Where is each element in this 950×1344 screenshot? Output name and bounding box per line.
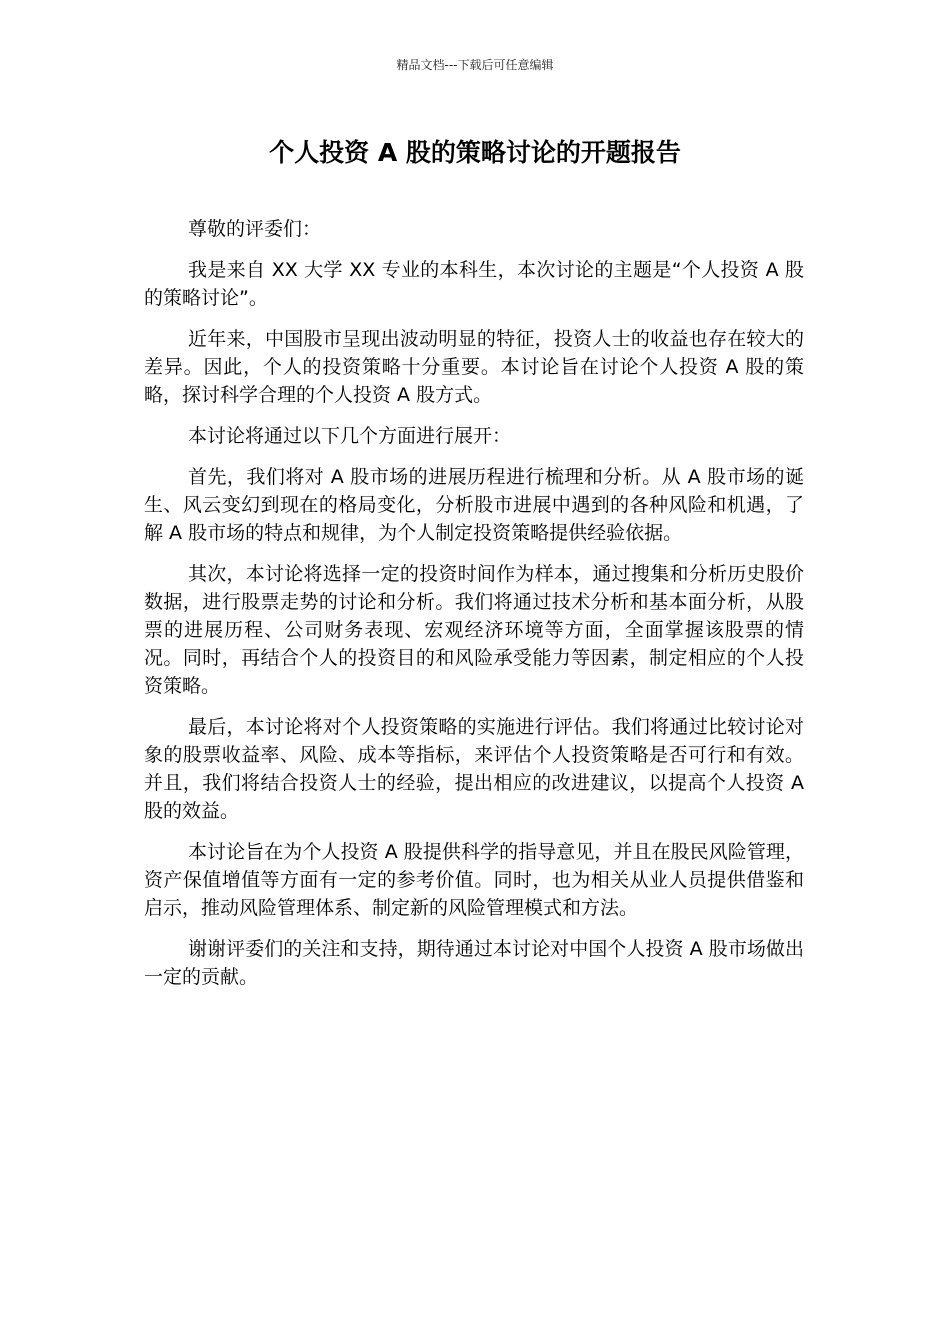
salutation-paragraph: 尊敬的评委们： xyxy=(188,218,322,240)
closing-paragraph: 谢谢评委们的关注和支持，期待通过本讨论对中国个人投资 A 股市场做出一定的贡献。 xyxy=(144,938,804,988)
background-paragraph: 近年来，中国股市呈现出波动明显的特征，投资人士的收益也存在较大的差异。因此，个人的投资策略十分重要。本讨论旨在讨论个人投资 A 股的策略，探讨科学合理的个人投资 A 股方式。 xyxy=(144,328,804,406)
intro-paragraph: 我是来自 XX 大学 XX 专业的本科生，本次讨论的主题是“个人投资 A 股的策略讨论”。 xyxy=(144,259,804,309)
document-body xyxy=(144,215,804,1004)
outline-paragraph: 本讨论将通过以下几个方面进行展开： xyxy=(188,425,512,447)
document-title: 个人投资 A 股的策略讨论的开题报告 xyxy=(269,138,681,167)
header-note: 精品文档---下载后可任意编辑 xyxy=(396,58,554,72)
second-point-paragraph: 其次，本讨论将选择一定的投资时间作为样本，通过搜集和分析历史股价数据，进行股票走势的讨论和分析。我们将通过技术分析和基本面分析，从股票的进展历程、公司财务表现、宏观经济环境等方面，全面掌握该股票的情况。同时，再结合个人的投资目的和风险承受能力等因素，制定相应的个人投资策略。 xyxy=(144,563,804,697)
third-point-paragraph: 最后，本讨论将对个人投资策略的实施进行评估。我们将通过比较讨论对象的股票收益率、风险、成本等指标，来评估个人投资策略是否可行和有效。并且，我们将结合投资人士的经验，提出相应的改进建议，以提高个人投资 A 股的效益。 xyxy=(144,716,804,822)
first-point-paragraph: 首先，我们将对 A 股市场的进展历程进行梳理和分析。从 A 股市场的诞生、风云变幻到现在的格局变化，分析股市进展中遇到的各种风险和机遇，了解 A 股市场的特点和规律，为个人制定投资策略提供经验依据。 xyxy=(144,466,804,544)
significance-paragraph: 本讨论旨在为个人投资 A 股提供科学的指导意见，并且在股民风险管理，资产保值增值等方面有一定的参考价值。同时，也为相关从业人员提供借鉴和启示，推动风险管理体系、制定新的风险管理模式和方法。 xyxy=(144,841,804,919)
